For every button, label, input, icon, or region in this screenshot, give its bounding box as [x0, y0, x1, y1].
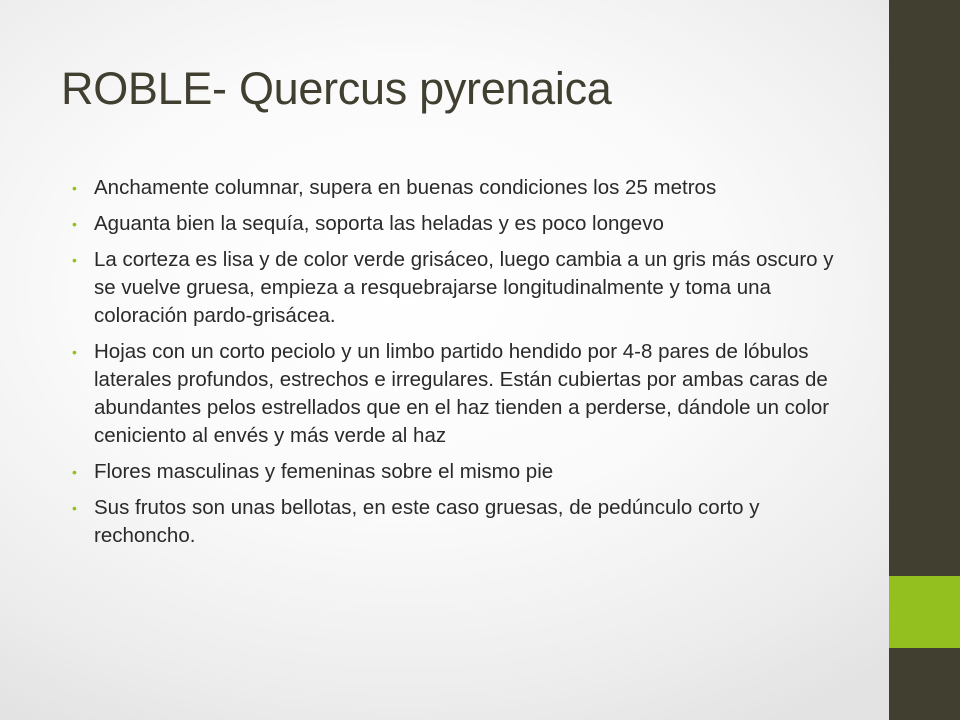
- bullet-item: [70, 210, 845, 238]
- bullet-text: La corteza es lisa y de color verde grisáceo, luego cambia a un gris más oscuro y se vuelve gruesa, empieza a resquebrajarse longitudinalmente y toma una coloración pardo-grisácea.: [94, 248, 834, 327]
- bullet-text: Anchamente columnar, supera en buenas condiciones los 25 metros: [94, 176, 717, 199]
- bullet-text: Aguanta bien la sequía, soporta las heladas y es poco longevo: [94, 212, 664, 235]
- bullet-dot-icon: •: [72, 464, 77, 480]
- bullet-text: Hojas con un corto peciolo y un limbo partido hendido por 4-8 pares de lóbulos laterales profundos, estrechos e irregulares. Están cubiertas por ambas caras de abundantes pelos estrellados que en el haz tienden a perderse, dándole un color ceniciento al envés y más verde al haz: [94, 340, 830, 447]
- slide-title: ROBLE- Quercus pyrenaica: [61, 63, 612, 114]
- bullet-item: [70, 174, 845, 202]
- bullet-dot-icon: •: [72, 500, 77, 516]
- bullet-text: Sus frutos son unas bellotas, en este caso gruesas, de pedúnculo corto y rechoncho.: [94, 496, 760, 547]
- side-accent-block: [889, 576, 960, 648]
- bullet-dot-icon: •: [72, 252, 77, 268]
- bullet-item: [70, 246, 845, 330]
- bullet-item: [70, 338, 845, 450]
- bullet-dot-icon: •: [72, 180, 77, 196]
- bullet-dot-icon: •: [72, 344, 77, 360]
- bullet-dot-icon: •: [72, 216, 77, 232]
- bullet-text: Flores masculinas y femeninas sobre el mismo pie: [94, 460, 554, 483]
- bullet-item: [70, 494, 845, 550]
- bullet-item: [70, 458, 845, 486]
- bullet-list: [70, 174, 845, 558]
